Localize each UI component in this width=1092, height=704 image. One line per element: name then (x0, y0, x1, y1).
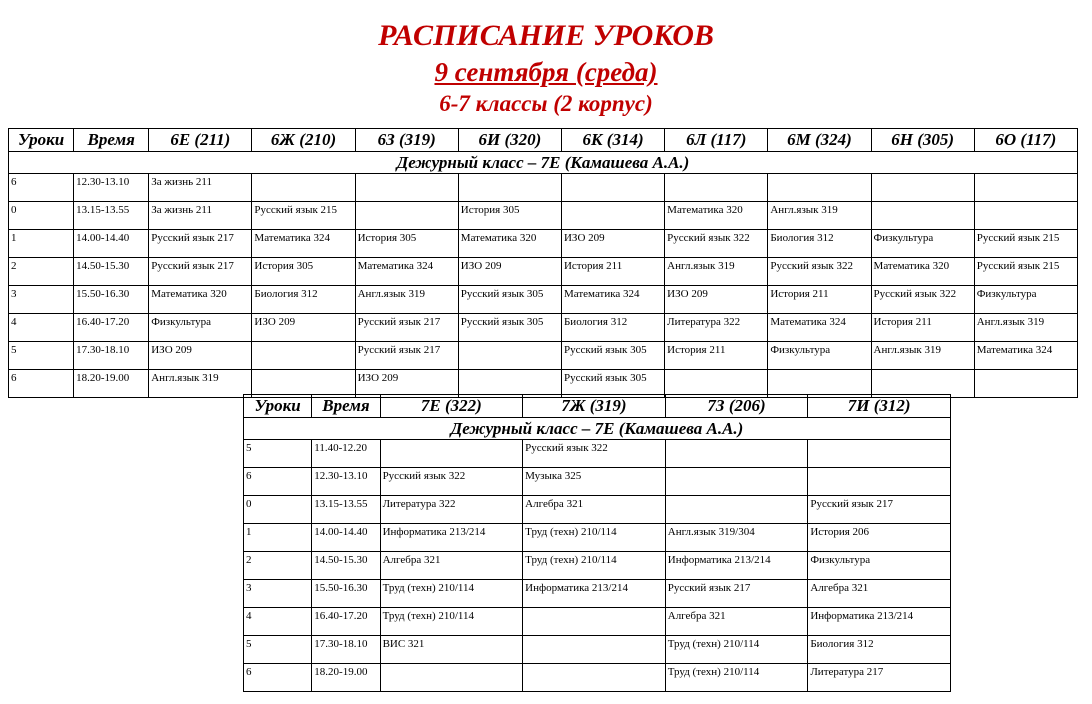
lesson-cell: Литература 217 (808, 664, 951, 692)
lesson-cell: Математика 320 (871, 258, 974, 286)
lesson-cell (523, 664, 666, 692)
lesson-cell: Русский язык 215 (252, 202, 355, 230)
column-header: 6Е (211) (149, 129, 252, 152)
schedule-header (0, 18, 1092, 118)
lesson-number: 6 (244, 468, 312, 496)
lesson-cell: Математика 324 (974, 342, 1077, 370)
lesson-cell: Физкультура (808, 552, 951, 580)
lesson-cell: Труд (техн) 210/114 (523, 552, 666, 580)
lesson-cell: Англ.язык 319 (768, 202, 871, 230)
lesson-cell: Труд (техн) 210/114 (380, 608, 523, 636)
lesson-cell: Алгебра 321 (523, 496, 666, 524)
lesson-time: 11.40-12.20 (312, 440, 380, 468)
lesson-cell: Труд (техн) 210/114 (665, 636, 808, 664)
table-row (9, 342, 1078, 370)
lesson-cell (252, 342, 355, 370)
column-header: Время (74, 129, 149, 152)
table-header-row (244, 395, 951, 418)
column-header: Время (312, 395, 380, 418)
lesson-cell: Англ.язык 319 (871, 342, 974, 370)
column-header: 7Ж (319) (523, 395, 666, 418)
column-header: 6З (319) (355, 129, 458, 152)
lesson-cell (523, 636, 666, 664)
table-row (9, 286, 1078, 314)
lesson-cell: Физкультура (871, 230, 974, 258)
duty-row (244, 418, 951, 440)
lesson-cell: Информатика 213/214 (380, 524, 523, 552)
column-header: 7Е (322) (380, 395, 523, 418)
lesson-cell: ИЗО 209 (252, 314, 355, 342)
lesson-cell (808, 440, 951, 468)
lesson-cell: Алгебра 321 (380, 552, 523, 580)
lesson-cell (252, 174, 355, 202)
lesson-cell: Русский язык 305 (561, 370, 664, 398)
lesson-cell (974, 370, 1077, 398)
lesson-cell (355, 202, 458, 230)
schedule-date: 9 сентября (среда) (434, 57, 658, 87)
column-header: 7З (206) (665, 395, 808, 418)
lesson-cell (871, 174, 974, 202)
table-row (9, 314, 1078, 342)
lesson-cell (871, 202, 974, 230)
table-row (9, 230, 1078, 258)
lesson-cell (665, 174, 768, 202)
lesson-number: 0 (9, 202, 74, 230)
lesson-cell: Русский язык 322 (768, 258, 871, 286)
lesson-time: 16.40-17.20 (312, 608, 380, 636)
table-row (244, 636, 951, 664)
table-row (244, 468, 951, 496)
lesson-time: 12.30-13.10 (312, 468, 380, 496)
column-header: 6К (314) (561, 129, 664, 152)
lesson-cell: Математика 324 (561, 286, 664, 314)
lesson-number: 4 (9, 314, 74, 342)
lesson-cell: Труд (техн) 210/114 (380, 580, 523, 608)
lesson-number: 5 (244, 440, 312, 468)
lesson-cell: Математика 320 (149, 286, 252, 314)
lesson-cell (665, 440, 808, 468)
lesson-cell: История 305 (252, 258, 355, 286)
lesson-cell: ИЗО 209 (458, 258, 561, 286)
page-title: РАСПИСАНИЕ УРОКОВ (378, 19, 714, 52)
lesson-cell: История 206 (808, 524, 951, 552)
lesson-cell: Физкультура (974, 286, 1077, 314)
column-header: Уроки (9, 129, 74, 152)
lesson-cell: Биология 312 (561, 314, 664, 342)
table-row (244, 580, 951, 608)
lesson-time: 14.00-14.40 (312, 524, 380, 552)
lesson-cell: Математика 324 (252, 230, 355, 258)
lesson-cell: Математика 324 (355, 258, 458, 286)
lesson-number: 5 (244, 636, 312, 664)
lesson-cell: Русский язык 322 (665, 230, 768, 258)
lesson-cell: История 211 (665, 342, 768, 370)
lesson-cell: Русский язык 217 (355, 342, 458, 370)
lesson-cell: Литература 322 (380, 496, 523, 524)
lesson-cell: Англ.язык 319 (974, 314, 1077, 342)
lesson-cell (665, 468, 808, 496)
lesson-cell: Русский язык 322 (523, 440, 666, 468)
lesson-cell: Русский язык 215 (974, 230, 1077, 258)
table-row (244, 496, 951, 524)
lesson-cell (523, 608, 666, 636)
lesson-cell: Русский язык 322 (380, 468, 523, 496)
lesson-cell (355, 174, 458, 202)
lesson-time: 13.15-13.55 (312, 496, 380, 524)
lesson-cell: История 305 (355, 230, 458, 258)
lesson-cell: Математика 320 (458, 230, 561, 258)
lesson-cell: Алгебра 321 (808, 580, 951, 608)
lesson-cell (458, 174, 561, 202)
lesson-number: 3 (244, 580, 312, 608)
lesson-cell: Физкультура (768, 342, 871, 370)
lesson-cell: Информатика 213/214 (665, 552, 808, 580)
lesson-time: 14.00-14.40 (74, 230, 149, 258)
column-header: 6Л (117) (665, 129, 768, 152)
lesson-cell: ИЗО 209 (665, 286, 768, 314)
lesson-number: 2 (244, 552, 312, 580)
lesson-time: 15.50-16.30 (74, 286, 149, 314)
lesson-number: 5 (9, 342, 74, 370)
lesson-cell (768, 174, 871, 202)
lesson-time: 16.40-17.20 (74, 314, 149, 342)
lesson-cell: Математика 324 (768, 314, 871, 342)
lesson-cell: Русский язык 217 (149, 258, 252, 286)
lesson-cell: Русский язык 217 (808, 496, 951, 524)
table-row (244, 440, 951, 468)
lesson-cell (561, 174, 664, 202)
lesson-number: 1 (9, 230, 74, 258)
column-header: 6Ж (210) (252, 129, 355, 152)
lesson-cell (665, 496, 808, 524)
column-header: 7И (312) (808, 395, 951, 418)
lesson-time: 18.20-19.00 (74, 370, 149, 398)
lesson-cell: Музыка 325 (523, 468, 666, 496)
lesson-cell: Труд (техн) 210/114 (665, 664, 808, 692)
lesson-number: 0 (244, 496, 312, 524)
column-header: 6О (117) (974, 129, 1077, 152)
lesson-cell: Англ.язык 319 (665, 258, 768, 286)
lesson-cell (974, 202, 1077, 230)
lesson-number: 2 (9, 258, 74, 286)
column-header: 6Н (305) (871, 129, 974, 152)
lesson-time: 14.50-15.30 (312, 552, 380, 580)
lesson-cell: Русский язык 217 (149, 230, 252, 258)
table-row (9, 258, 1078, 286)
lesson-cell: Алгебра 321 (665, 608, 808, 636)
lesson-cell (974, 174, 1077, 202)
lesson-cell: История 211 (561, 258, 664, 286)
lesson-cell: ИЗО 209 (561, 230, 664, 258)
lesson-number: 6 (9, 370, 74, 398)
lesson-time: 17.30-18.10 (74, 342, 149, 370)
lesson-cell: Русский язык 305 (561, 342, 664, 370)
lesson-number: 6 (9, 174, 74, 202)
lesson-cell: ИЗО 209 (355, 370, 458, 398)
lesson-number: 4 (244, 608, 312, 636)
lesson-time: 15.50-16.30 (312, 580, 380, 608)
lesson-cell: Русский язык 217 (665, 580, 808, 608)
lesson-cell: Англ.язык 319/304 (665, 524, 808, 552)
schedule-table-grade-6 (8, 128, 1078, 398)
lesson-cell (380, 440, 523, 468)
lesson-cell: ВИС 321 (380, 636, 523, 664)
lesson-number: 3 (9, 286, 74, 314)
lesson-cell: История 211 (871, 314, 974, 342)
lesson-cell: История 211 (768, 286, 871, 314)
lesson-cell: Физкультура (149, 314, 252, 342)
lesson-cell: История 305 (458, 202, 561, 230)
lesson-cell: Информатика 213/214 (523, 580, 666, 608)
lesson-cell: За жизнь 211 (149, 202, 252, 230)
column-header: 6М (324) (768, 129, 871, 152)
lesson-cell (808, 468, 951, 496)
lesson-time: 14.50-15.30 (74, 258, 149, 286)
lesson-cell: Математика 320 (665, 202, 768, 230)
lesson-cell: За жизнь 211 (149, 174, 252, 202)
table-row (244, 524, 951, 552)
lesson-time: 12.30-13.10 (74, 174, 149, 202)
lesson-cell: Труд (техн) 210/114 (523, 524, 666, 552)
lesson-time: 13.15-13.55 (74, 202, 149, 230)
lesson-cell: Информатика 213/214 (808, 608, 951, 636)
lesson-cell: Русский язык 215 (974, 258, 1077, 286)
table-header-row (9, 129, 1078, 152)
duty-class: Дежурный класс – 7Е (Камашева А.А.) (244, 418, 951, 440)
lesson-cell (380, 664, 523, 692)
lesson-cell: Литература 322 (665, 314, 768, 342)
lesson-number: 1 (244, 524, 312, 552)
lesson-cell: Русский язык 305 (458, 314, 561, 342)
table-row (244, 608, 951, 636)
duty-row (9, 152, 1078, 174)
lesson-cell: Русский язык 305 (458, 286, 561, 314)
table-row (244, 552, 951, 580)
lesson-cell: ИЗО 209 (149, 342, 252, 370)
lesson-cell: Биология 312 (252, 286, 355, 314)
duty-class: Дежурный класс – 7Е (Камашева А.А.) (9, 152, 1078, 174)
lesson-number: 6 (244, 664, 312, 692)
lesson-cell (458, 342, 561, 370)
lesson-cell: Русский язык 217 (355, 314, 458, 342)
lesson-cell: Биология 312 (768, 230, 871, 258)
lesson-cell: Англ.язык 319 (355, 286, 458, 314)
lesson-cell (561, 202, 664, 230)
lesson-cell: Англ.язык 319 (149, 370, 252, 398)
schedule-table-grade-7 (243, 394, 951, 692)
table-row (244, 664, 951, 692)
lesson-time: 18.20-19.00 (312, 664, 380, 692)
lesson-cell: Русский язык 322 (871, 286, 974, 314)
classes-line: 6-7 классы (2 корпус) (439, 91, 653, 116)
lesson-time: 17.30-18.10 (312, 636, 380, 664)
table-row (9, 174, 1078, 202)
lesson-cell: Биология 312 (808, 636, 951, 664)
table-row (9, 202, 1078, 230)
column-header: Уроки (244, 395, 312, 418)
column-header: 6И (320) (458, 129, 561, 152)
